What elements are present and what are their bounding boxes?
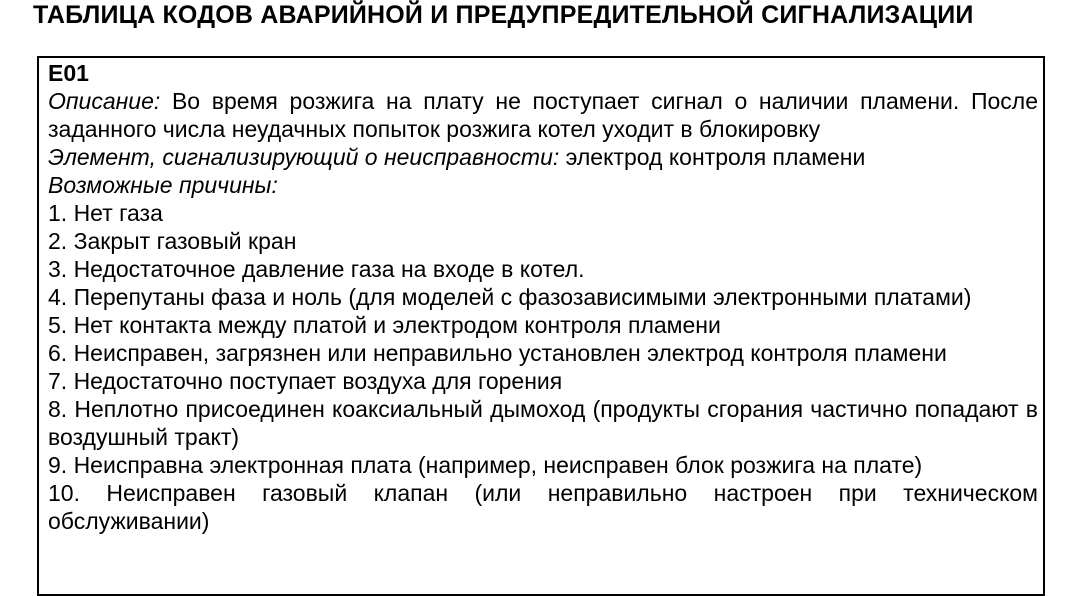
description-text: Во время розжига на плату не поступает сигнал о наличии пламени. После заданного числа неудачных попыток розжига котел уходит в блокировку bbox=[48, 88, 1039, 142]
description-label: Описание: bbox=[48, 88, 161, 114]
cause-item: 2. Закрыт газовый кран bbox=[48, 228, 297, 254]
error-code-box bbox=[37, 56, 1045, 596]
cause-item: 5. Нет контакта между платой и электродом контроля пламени bbox=[48, 312, 721, 338]
error-signal-element bbox=[48, 143, 1038, 171]
causes-label: Возможные причины: bbox=[48, 172, 278, 198]
causes-list bbox=[48, 199, 1038, 535]
error-description bbox=[48, 87, 1038, 143]
cause-item: 1. Нет газа bbox=[48, 200, 163, 226]
page-title: ТАБЛИЦА КОДОВ АВАРИЙНОЙ И ПРЕДУПРЕДИТЕЛЬНОЙ СИГНАЛИЗАЦИИ bbox=[33, 1, 974, 29]
error-code: E01 bbox=[48, 60, 89, 86]
cause-item: 9. Неисправна электронная плата (например, неисправен блок розжига на плате) bbox=[48, 452, 923, 478]
signal-element-text: электрод контроля пламени bbox=[565, 144, 866, 170]
cause-item: 10. Неисправен газовый клапан (или неправильно настроен при техническом обслуживании) bbox=[48, 480, 1038, 534]
cause-item: 6. Неисправен, загрязнен или неправильно установлен электрод контроля пламени bbox=[48, 340, 947, 366]
signal-element-label: Элемент, сигнализирующий о неисправности: bbox=[48, 144, 560, 170]
cause-item: 4. Перепутаны фаза и ноль (для моделей с фазозависимыми электронными платами) bbox=[48, 284, 972, 310]
cause-item: 3. Недостаточное давление газа на входе в котел. bbox=[48, 256, 585, 282]
cause-item: 8. Неплотно присоединен коаксиальный дымоход (продукты сгорания частично попадают в воздушный тракт) bbox=[48, 396, 1038, 450]
cause-item: 7. Недостаточно поступает воздуха для горения bbox=[48, 368, 563, 394]
